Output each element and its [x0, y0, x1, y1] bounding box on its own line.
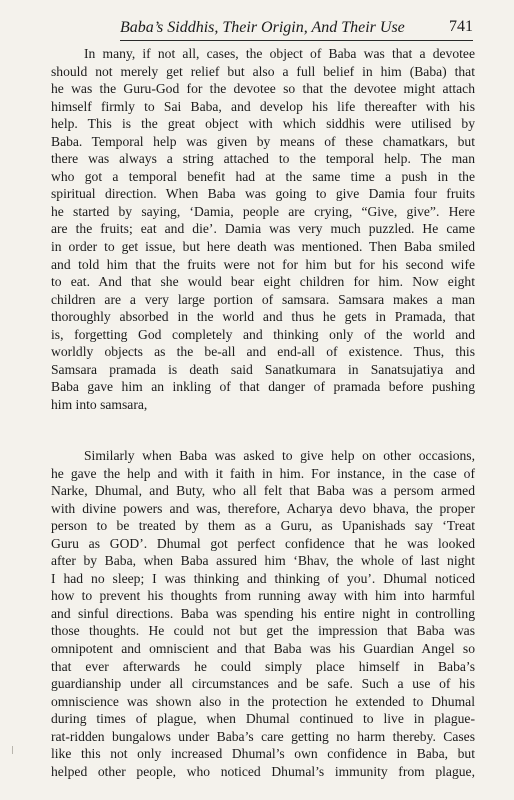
text-line: worldly objects as the be-all and end-all of existence. Thus, this [51, 344, 475, 360]
text-line: in order to get issue, but here death was mentioned. Then Baba smiled [51, 239, 475, 255]
text-line: Baba. Temporal help was given by means of these chamatkars, but [51, 133, 475, 149]
text-line: who got a temporal benefit had at the same time a push in the [51, 168, 475, 184]
text-line: omniscience was shown also in the protection he extended to Dhumal [51, 693, 475, 709]
text-line: those thoughts. He could not but get the impression that Baba was [51, 623, 475, 639]
text-line: is, forgetting God completely and thinking only of the world and [51, 326, 475, 342]
text-line: himself firmly to Sai Baba, and develop his life thereafter with his [51, 98, 475, 114]
text-line: omnipotent and omniscient and that Baba was his Guardian Angel so [51, 641, 475, 657]
text-line: he started by saying, ‘Damia, people are crying, “Give, give”. Here [51, 203, 475, 219]
text-line: he was the Guru-God for the devotee so that the devotee might attach [51, 81, 475, 97]
text-line: I had no sleep; I was thinking and thinking of you’. Dhumal noticed [51, 570, 475, 586]
running-title: Baba’s Siddhis, Their Origin, And Their Use [120, 19, 405, 36]
text-line: there was always a string attached to the temporal help. The man [51, 151, 475, 167]
margin-mark [12, 746, 13, 754]
text-line: helped other people, who noticed Dhumal’s immunity from plague, [51, 763, 475, 779]
text-line: during times of plague, when Dhumal continued to live in plague- [51, 711, 475, 727]
text-line: rat-ridden bungalows under Baba’s care getting no harm thereby. Cases [51, 728, 475, 744]
text-line: and told him that the fruits were not for him but for his second wife [51, 256, 475, 272]
paragraph-2 [51, 447, 475, 780]
text-line: him into samsara, [51, 396, 148, 412]
running-header [120, 18, 473, 41]
text-line: like this not only increased Dhumal’s own confidence in Baba, but [51, 746, 475, 762]
text-line: that ever afterwards he could simply place himself in Baba’s [51, 658, 475, 674]
text-line: person to be treated by them as a Guru, as Upanishads say ‘Treat [51, 518, 475, 534]
text-line: are the fruits; eat and die’. Damia was very much puzzled. He came [51, 221, 475, 237]
paragraph-1 [51, 45, 475, 413]
text-line: help. This is the great object with which siddhis were utilised by [51, 116, 475, 132]
text-line: guardianship under all circumstances and be safe. Such a use of his [51, 676, 475, 692]
text-line: spiritual direction. When Baba was going to give Damia four fruits [51, 186, 475, 202]
text-line: and sinful directions. Baba was spending his entire night in controlling [51, 605, 475, 621]
text-line: after by Baba, when Baba assured him ‘Bhav, the whole of last night [51, 553, 475, 569]
text-line: children are a very large portion of samsara. Samsara makes a man [51, 291, 475, 307]
text-line: Baba gave him an inkling of that danger of pramada before pushing [51, 379, 475, 395]
text-line: thoroughly absorbed in the world and thus he gets in Pramada, that [51, 309, 475, 325]
text-line: with divine powers and was, therefore, Acharya devo bhava, the proper [51, 500, 475, 516]
text-line: how to prevent his thoughts from running away with him into harmful [51, 588, 475, 604]
text-line: Samsara pramada is death said Sanatkumara in Sanatsujatiya and [51, 361, 475, 377]
text-line: Narke, Dhumal, and Buty, who all felt that Baba was a persom armed [51, 483, 475, 499]
text-line: In many, if not all, cases, the object of Baba was that a devotee [84, 46, 475, 61]
text-line: to eat. And that she would bear eight children for him. Now eight [51, 274, 475, 290]
text-line: Similarly when Baba was asked to give help on other occasions, [84, 448, 475, 463]
page-number: 741 [449, 18, 473, 35]
text-line: Guru as GOD’. Dhumal got perfect confidence that he was looked [51, 535, 475, 551]
text-line: he gave the help and with it faith in him. For instance, in the case of [51, 465, 475, 481]
text-line: should not merely get relief but also a full belief in him (Baba) that [51, 63, 475, 79]
